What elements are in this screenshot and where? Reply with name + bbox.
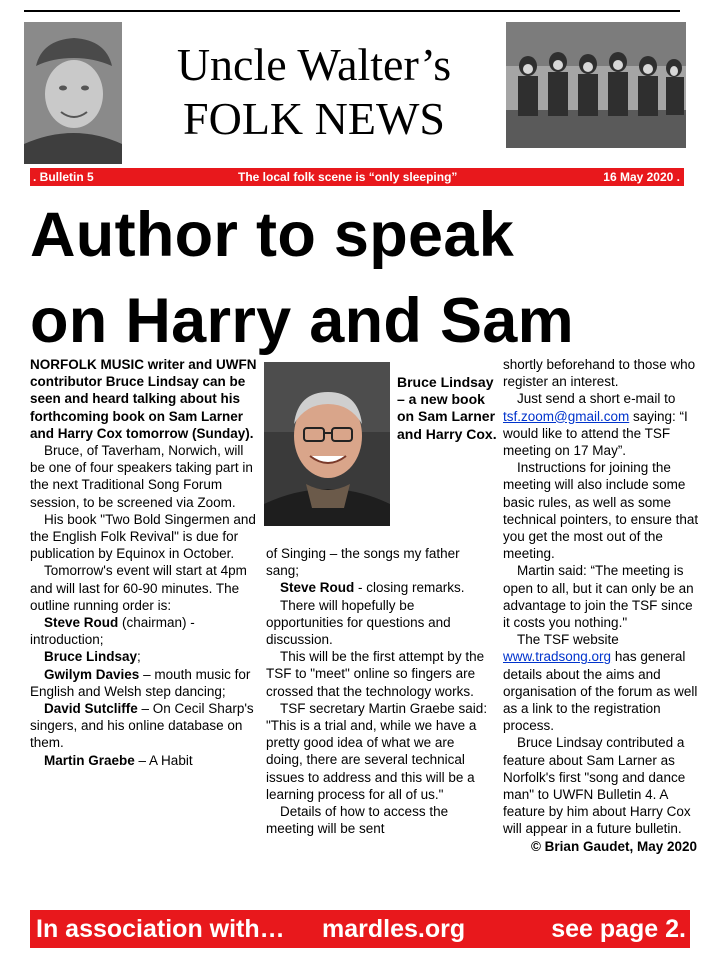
top-rule <box>24 10 680 12</box>
headline-line-2: on Harry and Sam <box>30 286 574 356</box>
article-paragraph: Tomorrow's event will start at 4pm and will last for 60-90 minutes. The outline running order is: <box>30 563 247 613</box>
running-order-item: David Sutcliffe – On Cecil Sharp's singers, and his online database on them. <box>30 701 254 751</box>
speaker-name: David Sutcliffe <box>44 701 138 717</box>
running-order-item: Bruce Lindsay; <box>44 649 141 665</box>
article-paragraph: Bruce Lindsay contributed a feature about Sam Larner as Norfolk's first "song and dance man" to UWFN Bulletin 4. A feature by him about Harry Cox will appear in a future bulletin. <box>503 735 691 837</box>
article-paragraph: Instructions for joining the meeting will also include some basic rules, as well as some technical pointers, to ensure that you get the most out of the meeting. <box>503 460 699 562</box>
footer-site-link[interactable]: mardles.org <box>322 915 466 943</box>
running-order-item: Steve Roud (chairman) - introduction; <box>30 615 195 648</box>
article-paragraph: Bruce, of Taverham, Norwich, will be one of four speakers taking part in the next Traditional Song Forum session, to be screened via Zoom. <box>30 443 253 510</box>
email-link[interactable]: tsf.zoom@gmail.com <box>503 408 630 424</box>
article-paragraph: This will be the first attempt by the TSF to "meet" online so fingers are crossed that the technology works. <box>266 649 485 699</box>
article-column-2 <box>266 545 494 837</box>
speaker-name: Gwilym Davies <box>44 666 140 682</box>
article-intro: NORFOLK MUSIC writer and UWFN contributor Bruce Lindsay can be seen and heard talking about his forthcoming book on Sam Larner and Harry Cox tomorrow (Sunday). <box>30 357 257 441</box>
masthead-line-1: Uncle Walter’s <box>176 39 452 90</box>
bruce-lindsay-photo <box>264 362 390 526</box>
speaker-name: Steve Roud <box>44 615 119 631</box>
article-column-1 <box>30 356 258 769</box>
author-credit: © Brian Gaudet, May 2020 <box>530 838 697 854</box>
speaker-name: Steve Roud <box>280 580 355 596</box>
footer-association-text: In association with… <box>36 915 285 943</box>
article-paragraph: Details of how to access the meeting will be sent <box>266 804 449 837</box>
article-paragraph: shortly beforehand to those who register an interest. <box>503 357 696 390</box>
headline <box>30 192 690 364</box>
footer-bar <box>30 910 690 948</box>
footer-see-page-text: see page 2. <box>551 915 686 943</box>
running-order-item: Gwilym Davies – mouth music for English and Welsh step dancing; <box>30 666 251 699</box>
masthead-line-2: FOLK NEWS <box>183 93 445 144</box>
bulletin-number: . Bulletin 5 <box>33 170 94 184</box>
running-order-item: Steve Roud - closing remarks. <box>280 580 465 596</box>
bulletin-tagline: The local folk scene is “only sleeping” <box>238 170 458 184</box>
article-paragraph: of Singing – the songs my father sang; <box>266 546 460 579</box>
masthead <box>124 38 504 146</box>
article-paragraph: Just send a short e-mail to tsf.zoom@gmail.com saying: “I would like to attend the TSF meeting on 17 May”. <box>503 391 688 459</box>
speaker-name: Martin Graebe <box>44 752 135 768</box>
headline-line-1: Author to speak <box>30 200 515 270</box>
bulletin-bar <box>30 168 684 186</box>
bulletin-date: 16 May 2020 . <box>603 170 680 184</box>
article-column-3 <box>503 356 703 855</box>
article-paragraph: Martin said: “The meeting is open to all, but it can only be an advantage to join the TSF since it costs you nothing." <box>503 563 694 631</box>
article-paragraph: There will hopefully be opportunities for questions and discussion. <box>266 597 451 648</box>
article-paragraph: The TSF website www.tradsong.org has general details about the aims and organisation of the forum as well as a link to the registration process. <box>503 632 698 734</box>
speaker-name: Bruce Lindsay <box>44 649 138 665</box>
running-order-item: Martin Graebe – A Habit <box>44 752 193 768</box>
group-photo-old-men-on-bench <box>506 22 686 148</box>
photo-caption: Bruce Lindsay – a new book on Sam Larner and Harry Cox. <box>397 374 497 442</box>
portrait-photo-uncle-walter <box>24 22 122 164</box>
website-link[interactable]: www.tradsong.org <box>503 649 612 665</box>
article-paragraph: TSF secretary Martin Graebe said: "This is a trial and, while we have a pretty good idea of what we are doing, there are several technical issues to address and this will be a learning process for all of us." <box>266 700 488 802</box>
article-paragraph: His book "Two Bold Singermen and the English Folk Revival" is due for publication by Equinox in October. <box>30 511 256 562</box>
